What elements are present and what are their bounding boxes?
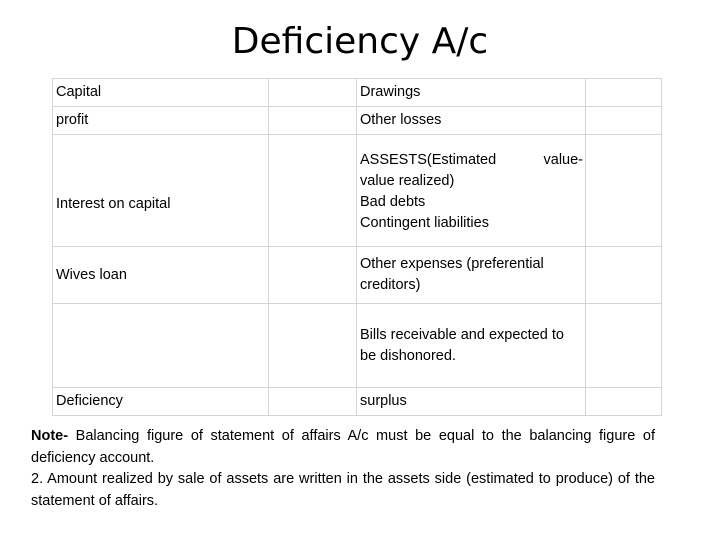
- debit-cell-profit: profit: [53, 107, 269, 135]
- deficiency-account-table: [52, 78, 662, 416]
- assets-heading: [360, 150, 585, 171]
- debit-cell-capital: Capital: [53, 79, 269, 107]
- note-block: [31, 426, 655, 512]
- table-row: [53, 107, 662, 135]
- bad-debts-label: Bad debts: [360, 193, 426, 210]
- empty-cell: [586, 388, 662, 416]
- credit-cell-other-expenses: [357, 247, 586, 304]
- credit-cell-other-losses: Other losses: [357, 107, 586, 135]
- empty-cell: [269, 304, 357, 388]
- empty-cell: [586, 247, 662, 304]
- credit-cell-surplus: surplus: [357, 388, 586, 416]
- empty-cell: [586, 135, 662, 247]
- table-row: [53, 79, 662, 107]
- bills-receivable-line-1: Bills receivable and expected to: [360, 327, 564, 343]
- credit-cell-assets: [357, 135, 586, 247]
- page-title: Deficiency A/c: [231, 21, 489, 62]
- empty-cell: [269, 107, 357, 135]
- bills-receivable-line-2: be dishonored.: [360, 348, 456, 364]
- empty-cell: [269, 135, 357, 247]
- empty-cell: [53, 304, 269, 388]
- assets-value-realized: value realized): [360, 172, 455, 189]
- note-paragraph-1: [31, 426, 655, 469]
- other-expenses-line-1: Other expenses (preferential: [360, 256, 544, 272]
- assets-label: ASSESTS(Estimated: [360, 151, 497, 168]
- empty-cell: [269, 388, 357, 416]
- empty-cell: [586, 79, 662, 107]
- empty-cell: [269, 79, 357, 107]
- table-row: [53, 388, 662, 416]
- table-row: [53, 304, 662, 388]
- empty-cell: [269, 247, 357, 304]
- contingent-liabilities-label: Contingent liabilities: [360, 214, 489, 231]
- note-text-1: Balancing figure of statement of affairs A/c must be equal to the balancing figure of deficiency account.: [31, 428, 655, 466]
- note-paragraph-2: 2. Amount realized by sale of assets are written in the assets side (estimated to produce) of the statement of affairs.: [31, 471, 655, 509]
- debit-cell-deficiency: Deficiency: [53, 388, 269, 416]
- assets-value-label: value-: [543, 151, 583, 168]
- credit-cell-bills-receivable: [357, 304, 586, 388]
- empty-cell: [586, 304, 662, 388]
- table-row: [53, 135, 662, 247]
- debit-cell-wives-loan: Wives loan: [53, 247, 269, 304]
- debit-cell-interest-on-capital: Interest on capital: [53, 135, 269, 247]
- note-label: Note-: [31, 428, 69, 444]
- empty-cell: [586, 107, 662, 135]
- table-row: [53, 247, 662, 304]
- credit-cell-drawings: Drawings: [357, 79, 586, 107]
- other-expenses-line-2: creditors): [360, 277, 421, 293]
